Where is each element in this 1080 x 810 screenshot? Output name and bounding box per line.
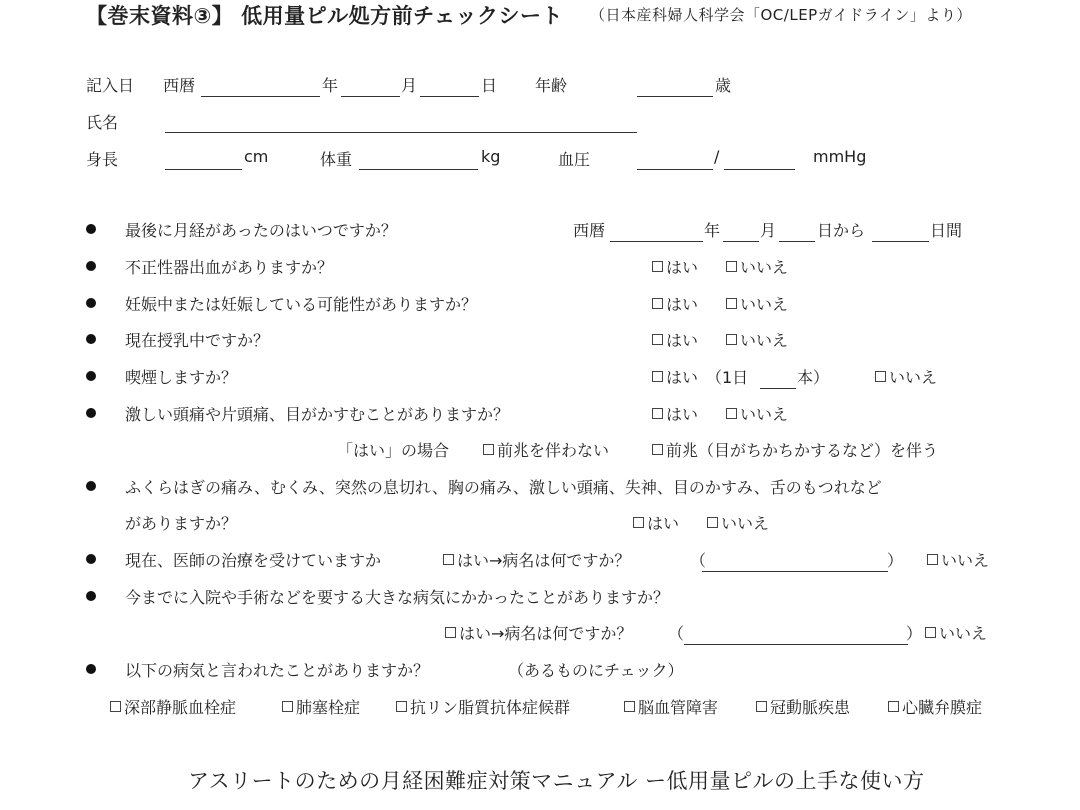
page-title: 【巻末資料③】 低用量ピル処方前チェックシート — [86, 4, 563, 28]
mmhg-label: mmHg — [813, 147, 867, 166]
no-label: いいえ — [740, 405, 789, 424]
disease-label: 心臓弁膜症 — [902, 698, 983, 717]
q3-text: 妊娠中または妊娠している可能性がありますか？ — [125, 295, 478, 314]
name-blank[interactable] — [165, 132, 637, 133]
q9-open-paren: （ — [668, 624, 685, 643]
disease-checkbox-pe[interactable] — [282, 695, 360, 718]
q9-disease-blank[interactable] — [684, 644, 908, 645]
q5-count-blank[interactable] — [760, 388, 796, 389]
bullet — [86, 554, 96, 564]
era-label: 西暦 — [163, 76, 196, 95]
q1-year-blank[interactable] — [610, 241, 703, 242]
q8-no-checkbox[interactable] — [927, 548, 989, 571]
q1-month-blank[interactable] — [723, 241, 759, 242]
weight-blank[interactable] — [359, 169, 478, 170]
disease-label: 抗リン脂質抗体症候群 — [410, 698, 571, 717]
disease-checkbox-cvd[interactable] — [624, 695, 718, 718]
disease-checkbox-vhd[interactable] — [888, 695, 982, 718]
bp-diastolic-blank[interactable] — [724, 169, 795, 170]
q8-close-paren: ） — [887, 551, 904, 570]
no-label: いいえ — [740, 295, 789, 314]
bullet — [86, 224, 96, 234]
q1-days: 日間 — [930, 221, 963, 240]
bullet — [86, 298, 96, 308]
cm-label: cm — [244, 147, 269, 166]
kg-label: kg — [481, 147, 501, 166]
q1-year: 年 — [704, 221, 721, 240]
bp-systolic-blank[interactable] — [637, 169, 713, 170]
q9-close-paren: ） — [906, 624, 923, 643]
bullet — [86, 408, 96, 418]
disease-label: 脳血管障害 — [638, 698, 719, 717]
q1-day-from: 日から — [817, 221, 866, 240]
day-blank[interactable] — [420, 96, 479, 97]
yes-label: はい — [666, 258, 699, 277]
q7-text-line1: ふくらはぎの痛み、むくみ、突然の息切れ、胸の痛み、激しい頭痛、失神、目のかすみ、舌のもつれなど — [125, 478, 882, 497]
q10-text: 以下の病気と言われたことがありますか？ — [125, 661, 430, 680]
no-aura-label: 前兆を伴わない — [497, 441, 610, 460]
q6-yes-checkbox[interactable] — [652, 402, 698, 425]
age-label: 年齢 — [535, 76, 568, 95]
q5-text: 喫煙しますか？ — [125, 368, 238, 387]
yes-label: はい — [666, 331, 699, 350]
q1-text: 最後に月経があったのはいつですか？ — [125, 221, 397, 240]
q7-no-checkbox[interactable] — [707, 511, 769, 534]
page-subtitle: （日本産科婦人科学会「OC/LEPガイドライン」より） — [590, 6, 972, 24]
q1-era: 西暦 — [573, 221, 606, 240]
no-label: いいえ — [939, 624, 988, 643]
q2-yes-checkbox[interactable] — [652, 255, 698, 278]
height-label: 身長 — [86, 150, 119, 169]
no-label: いいえ — [740, 258, 789, 277]
q3-no-checkbox[interactable] — [726, 292, 788, 315]
q6-no-checkbox[interactable] — [726, 402, 788, 425]
disease-label: 冠動脈疾患 — [770, 698, 851, 717]
year-label: 年 — [322, 76, 339, 95]
yes-disease-label: はい→病名は何ですか？ — [459, 624, 633, 643]
q1-days-blank[interactable] — [872, 241, 929, 242]
q10-note: （あるものにチェック） — [508, 661, 684, 680]
q8-yes-checkbox[interactable] — [443, 548, 630, 571]
no-label: いいえ — [740, 331, 789, 350]
day-label: 日 — [481, 76, 498, 95]
record-date-label: 記入日 — [86, 76, 135, 95]
year-blank[interactable] — [201, 96, 320, 97]
q5-no-checkbox[interactable] — [875, 365, 937, 388]
q8-text: 現在、医師の治療を受けていますか — [125, 551, 382, 570]
q8-disease-blank[interactable] — [702, 571, 888, 572]
bullet — [86, 371, 96, 381]
weight-label: 体重 — [320, 150, 353, 169]
q7-text-line2: がありますか？ — [125, 514, 238, 533]
bp-slash: / — [714, 147, 720, 166]
month-label: 月 — [401, 76, 418, 95]
no-label: いいえ — [889, 368, 938, 387]
q6-aura-checkbox[interactable] — [652, 438, 938, 461]
q5-yes-checkbox[interactable] — [652, 365, 698, 388]
no-label: いいえ — [721, 514, 770, 533]
yes-disease-label: はい→病名は何ですか？ — [457, 551, 631, 570]
q6-if-yes-label: 「はい」の場合 — [337, 441, 450, 460]
q6-no-aura-checkbox[interactable] — [483, 438, 609, 461]
disease-checkbox-cad[interactable] — [756, 695, 850, 718]
bullet — [86, 664, 96, 674]
q7-yes-checkbox[interactable] — [633, 511, 679, 534]
yes-label: はい — [666, 295, 699, 314]
q9-text: 今までに入院や手術などを要する大きな病気にかかったことがありますか？ — [125, 588, 670, 607]
aura-label: 前兆（目がちかちかするなど）を伴う — [666, 441, 939, 460]
month-blank[interactable] — [341, 96, 400, 97]
yes-label: はい — [647, 514, 680, 533]
disease-checkbox-aps[interactable] — [396, 695, 570, 718]
name-label: 氏名 — [86, 113, 119, 132]
q9-no-checkbox[interactable] — [925, 621, 987, 644]
q6-text: 激しい頭痛や片頭痛、目がかすむことがありますか？ — [125, 405, 510, 424]
q4-yes-checkbox[interactable] — [652, 328, 698, 351]
age-unit: 歳 — [715, 76, 732, 95]
bullet — [86, 261, 96, 271]
no-label: いいえ — [941, 551, 990, 570]
disease-label: 深部静脈血栓症 — [124, 698, 237, 717]
yes-label: はい — [666, 405, 699, 424]
bullet — [86, 591, 96, 601]
q4-text: 現在授乳中ですか？ — [125, 331, 270, 350]
q3-yes-checkbox[interactable] — [652, 292, 698, 315]
height-blank[interactable] — [165, 169, 242, 170]
bp-label: 血圧 — [558, 150, 591, 169]
age-blank[interactable] — [637, 96, 713, 97]
q8-open-paren: （ — [690, 551, 707, 570]
q5-count-label: 本） — [797, 368, 830, 387]
q5-per-day: （1日 — [706, 368, 749, 387]
yes-label: はい — [666, 368, 699, 387]
disease-checkbox-dvt[interactable] — [110, 695, 236, 718]
q4-no-checkbox[interactable] — [726, 328, 788, 351]
footer-text: アスリートのための月経困難症対策マニュアル ー低用量ピルの上手な使い方 — [188, 769, 925, 793]
q2-no-checkbox[interactable] — [726, 255, 788, 278]
bullet — [86, 481, 96, 491]
disease-label: 肺塞栓症 — [296, 698, 361, 717]
bullet — [86, 334, 96, 344]
q2-text: 不正性器出血がありますか？ — [125, 258, 334, 277]
q1-day-blank[interactable] — [779, 241, 815, 242]
q9-yes-checkbox[interactable] — [445, 621, 632, 644]
q1-month: 月 — [760, 221, 777, 240]
